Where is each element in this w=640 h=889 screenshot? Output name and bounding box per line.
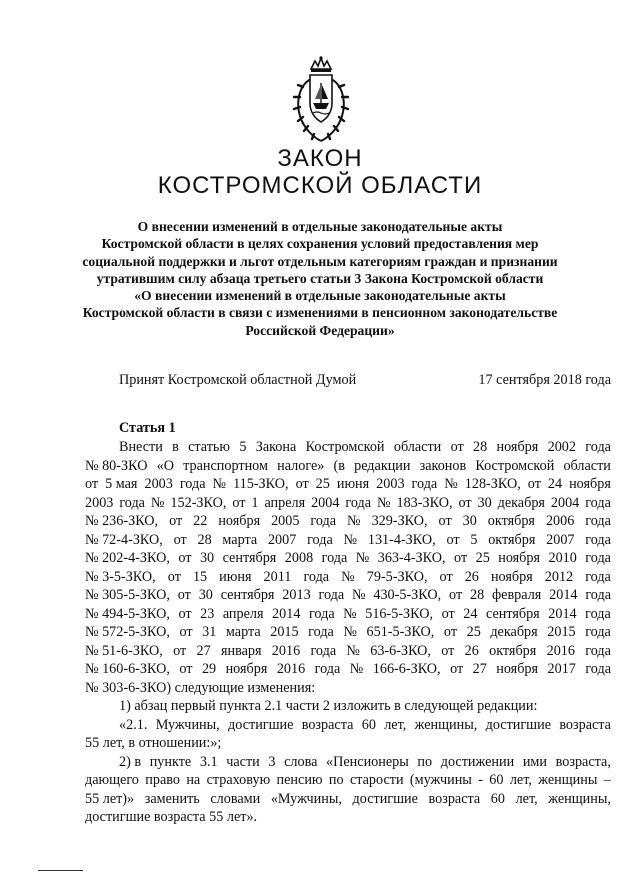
item-2-line-2 [85,771,611,790]
word: ноября [496,661,539,677]
word: женщины, [414,716,478,733]
word: достижении [440,753,515,770]
word: от [179,661,193,677]
word: года [310,513,337,529]
word: года [119,494,145,511]
word: лет, [384,716,407,733]
word: от [450,439,464,455]
word: от [449,587,463,603]
word: от [441,605,455,622]
word: года [310,642,337,659]
word: 24 [547,476,563,492]
justified-line [85,568,611,587]
word: по [417,753,433,770]
word: - [478,772,483,788]
word: 28 [197,531,212,548]
word: года [307,531,333,548]
word: года [585,494,611,511]
subject-line: Костромской области в целях сохранения условий предоставления мер [101,236,539,252]
word: 152-ЗКО, [170,494,227,511]
word: от [446,531,460,548]
word: ими [522,753,548,770]
word: № [150,494,165,511]
word: 2011 [263,568,292,585]
item-2-line [85,753,611,772]
word: № [377,494,391,511]
word: редакции [354,457,411,474]
word: (в [333,457,345,474]
word: 1 [251,494,259,511]
word: «О [156,457,174,474]
word: октября [489,642,537,659]
word: «Пенсионеры [326,753,409,770]
word: 2017 [547,661,576,677]
coat-of-arms-icon [289,55,353,145]
word: года [318,587,345,603]
word: от [178,605,192,622]
word: № [212,476,227,492]
word: от [179,624,193,640]
word: 27 [196,642,211,659]
word: 60 [361,716,376,733]
word: от [441,642,455,659]
word: 128-ЗКО, [464,476,521,492]
word: 15 [192,568,208,585]
word: 2003 [144,476,173,492]
word: 26 [464,642,479,659]
word: года [345,494,372,511]
word: 2006 [545,513,575,529]
word: № [351,587,366,603]
word: года [585,550,611,566]
word: № 160-6-ЗКО, [85,661,170,677]
word: декабря [497,494,545,511]
word: 2003 [376,476,405,492]
item-1-line: 1) абзац первый пункта 2.1 части 2 изложить в следующей редакции: [119,698,538,714]
word: апреля [264,494,306,511]
justified-line [85,512,611,531]
word: года [585,661,611,677]
word: возраста [301,716,354,733]
word: № 236-ЗКО, [85,513,159,529]
word: от [167,568,181,585]
word: ноября [498,550,541,566]
word: 25 [315,476,330,492]
word: № [349,661,364,677]
word: 31 [202,624,217,640]
word: года [585,642,611,659]
word: достигшие [352,790,418,807]
item-1-quote-line [85,716,611,735]
word: транспортном [183,457,268,474]
word: 25 [466,624,481,640]
subject-line: социальной поддержки и льгот отдельным категориям граждан и признании [82,253,558,269]
word: января [220,642,262,659]
word: года [585,605,611,622]
word: 2004 [311,494,340,511]
word: 55 лет)» [85,790,135,807]
word: 28 [473,439,488,455]
word: 2003 [85,494,114,511]
paragraph-end-line: № 303-6-ЗКО) следующие изменения: [85,679,316,696]
word: Закона [255,439,297,455]
word: 3.1 [199,753,218,770]
article-body [85,438,611,827]
justified-line [85,586,611,605]
word: июня [219,568,252,585]
word: № 305-5-ЗКО, [85,587,170,603]
word: от [527,476,541,492]
word: 30 [199,550,215,566]
word: от [450,661,464,677]
word: от [169,513,183,529]
item-2-end: достигшие возраста 55 лет». [85,809,258,825]
word: от [173,531,187,548]
word: года [585,513,611,529]
word: сентября [220,587,275,603]
word: 79-5-ЗКО, [366,568,428,585]
word: года [585,439,611,455]
word: от [295,476,309,492]
word: года [585,624,611,640]
word: 2010 [548,550,577,566]
word: возраста [559,716,611,733]
word: октября [488,531,536,548]
word: сентября [485,605,540,622]
word: № [343,605,357,622]
word: 30 [477,494,492,511]
word: № [346,642,360,659]
word: пункте [149,753,192,770]
word: года [585,587,611,603]
word: года [321,550,348,566]
word: достигшие [228,716,294,733]
word: года [308,605,335,622]
law-title [0,145,640,199]
word: области [563,457,611,474]
justified-line [85,605,611,624]
word: на [186,772,201,788]
word: в [172,439,179,455]
word: марта [222,531,258,548]
word: от [177,587,191,603]
word: пенсию [276,772,323,788]
word: – [603,772,611,788]
word: 2007 [546,531,575,548]
word: 2008 [284,550,314,566]
word: женщины [538,772,598,788]
word: сентября [222,550,277,566]
word: от [438,513,452,529]
law-title-line-2: КОСТРОМСКОЙ ОБЛАСТИ [157,172,483,199]
word: 23 [200,605,215,622]
word: 25 [475,550,490,566]
word: право [145,772,180,788]
word: ноября [218,513,261,529]
justified-line [85,475,611,494]
word: статью [188,439,230,455]
word: года [411,476,438,492]
word: 166-6-ЗКО, [372,661,441,677]
word: № 72-4-ЗКО, [85,531,163,548]
word: 5 [239,439,247,455]
justified-line [85,438,611,457]
word: 60 [489,772,504,788]
word: Внести [119,439,163,455]
word: № [343,531,358,548]
word: 29 [201,661,217,677]
word: 28 [469,587,485,603]
word: октября [487,513,535,529]
word: № 51-6-ЗКО, [85,642,163,659]
word: от [443,624,458,640]
word: 2016 [271,642,301,659]
word: 5 [470,531,478,548]
word: от [439,568,453,585]
footer-rule [38,870,83,871]
word: 430-5-ЗКО, [373,587,442,603]
word: возраста [428,790,481,807]
word: 329-ЗКО, [371,513,428,529]
word: 2013 [282,587,311,603]
word: от [173,642,187,659]
word: 2016 [276,661,306,677]
item-2-line-3 [85,790,611,809]
word: лет, [509,772,532,788]
word: «Мужчины, [270,790,342,807]
law-subject [80,218,560,339]
word: декабря [490,624,538,640]
word: 30 [462,513,477,529]
word: 2004 [550,494,580,511]
word: дающего [85,772,139,788]
item-1-quote-end: 55 лет, в отношении:»; [85,735,222,751]
law-title-line-1: ЗАКОН [277,145,363,172]
word: апреля [222,605,264,622]
word: ноября [490,568,533,585]
word: года [303,568,330,585]
word: (мужчины [409,772,472,788]
word: № [444,476,458,492]
adoption-date: 17 сентября 2018 года [478,372,611,388]
word: 3 [268,753,276,770]
word: 5 мая [105,476,138,492]
word: 22 [193,513,208,529]
word: года [585,531,611,548]
subject-line: «О внесении изменений в отдельные законодательные акты [134,288,506,304]
subject-line: О внесении изменений в отдельные законодательные акты [137,219,503,234]
word: № [343,624,357,640]
word: лет, [515,790,538,807]
word: февраля [491,587,542,603]
word: законов [419,457,467,474]
word: 2) в [119,753,142,770]
word: № 3-5-ЗКО, [85,568,156,585]
word: № 202-4-ЗКО, [85,550,170,566]
word: от [85,476,99,492]
word: от [178,550,192,566]
word: страховую [206,772,271,788]
word: № 572-5-ЗКО, [85,624,170,640]
word: слова [284,753,318,770]
word: по [328,772,344,788]
word: части [226,753,260,770]
justified-line [85,457,611,476]
word: 60 [490,790,505,807]
justified-line [85,660,611,679]
subject-line: утратившим силу абзаца третьего статьи 3 Закона Костромской области [96,270,544,286]
word: 24 [463,605,478,622]
justified-line [85,531,611,550]
word: 2016 [546,642,575,659]
word: марта [225,624,261,640]
word: от [454,550,468,566]
word: 363-4-ЗКО, [377,550,446,566]
word: области [393,439,442,455]
article-heading: Статья 1 [119,420,176,436]
word: 651-5-ЗКО, [366,624,435,640]
word: года [308,624,334,640]
word: 27 [472,661,487,677]
word: № [347,513,361,529]
word: 2015 [270,624,299,640]
word: 2015 [547,624,576,640]
word: старости [349,772,404,788]
word: июня [336,476,370,492]
subject-line: Костромской области в связи с изменениями в пенсионном законодательстве [82,305,558,321]
word: ноября [569,476,611,492]
coat-of-arms-emblem [289,55,353,145]
word: от [458,494,472,511]
justified-line [85,494,611,513]
word: года [314,661,341,677]
word: № [355,550,370,566]
adopted-by: Принят Костромской областной Думой [119,372,357,388]
justified-line [85,623,611,642]
word: 26 [464,568,479,585]
justified-line [85,642,611,661]
word: 183-ЗКО, [396,494,453,511]
word: 2012 [544,568,574,585]
word: 2005 [271,513,300,529]
word: Костромской [475,457,555,474]
word: словами [210,790,261,807]
word: 2002 [547,439,576,455]
word: ноября [225,661,268,677]
subject-line: Российской Федерации» [245,322,395,338]
word: 2014 [548,605,577,622]
word: возраста, [555,753,611,770]
word: Костромской [305,439,385,455]
word: 516-5-ЗКО, [365,605,434,622]
word: 131-4-ЗКО, [367,531,436,548]
word: «2.1. [119,716,148,733]
word: 30 [198,587,213,603]
word: Мужчины, [155,716,220,733]
word: ноября [496,439,539,455]
word: 2014 [272,605,301,622]
word: № 80-ЗКО [85,457,148,474]
word: № 494-5-ЗКО, [85,605,170,622]
word: 2014 [549,587,578,603]
word: 63-6-ЗКО, [370,642,431,659]
word: достигшие [485,716,551,733]
word: заменить [144,790,200,807]
word: от [232,494,246,511]
word: женщины, [548,790,611,807]
justified-line [85,549,611,568]
word: года [179,476,206,492]
word: 115-ЗКО, [233,476,289,492]
word: года [585,568,611,585]
word: № [341,568,355,585]
word: налоге» [277,457,325,474]
word: 2007 [267,531,297,548]
